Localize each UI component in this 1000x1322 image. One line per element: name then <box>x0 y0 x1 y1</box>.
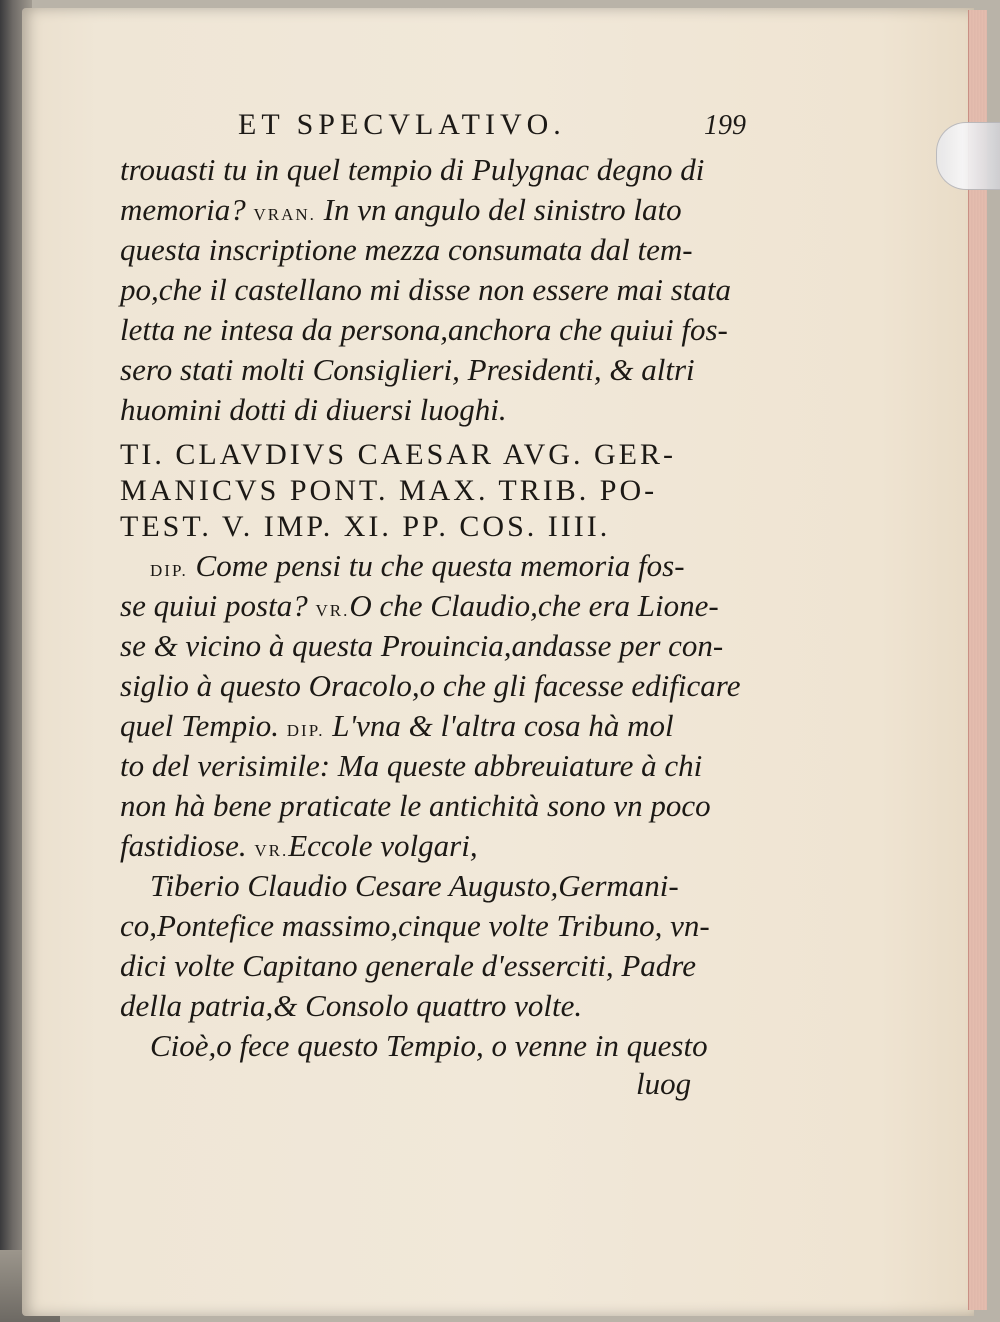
text-line <box>120 150 720 190</box>
bookmark-tab <box>936 122 1000 190</box>
line-text: fastidiose. <box>120 828 255 863</box>
text-line <box>120 706 720 751</box>
text-line <box>120 310 728 350</box>
text-line <box>120 350 720 390</box>
line-text: trouasti tu in quel tempio di Pulygnac degno di <box>120 152 705 187</box>
inscription-line: TEST. V. IMP. XI. PP. COS. IIII. <box>120 510 611 543</box>
line-text: In vn angulo del sinistro lato <box>315 192 682 227</box>
inscription-line: TI. CLAVDIVS CAESAR AVG. GER- <box>120 438 676 471</box>
line-text: sero stati molti Consiglieri, Presidenti, & altri <box>120 352 695 387</box>
text-line <box>150 546 750 591</box>
text-line <box>120 826 720 871</box>
line-text: Eccole volgari, <box>288 828 478 863</box>
text-line <box>120 190 720 235</box>
catchword: luog <box>636 1066 692 1101</box>
page-edges <box>968 10 987 1310</box>
text-line <box>120 586 720 631</box>
line-text: siglio à questo Oracolo,o che gli facesse edificare <box>120 668 741 703</box>
line-text: letta ne intesa da persona,anchora che quiui fos- <box>120 312 728 347</box>
text-line <box>120 666 741 706</box>
text-line <box>120 626 724 666</box>
line-text: non hà bene praticate le antichità sono vn poco <box>120 788 711 823</box>
translation-line: dici volte Capitano generale d'esserciti, Padre <box>120 948 696 983</box>
line-text: se & vicino à questa Prouincia,andasse per con- <box>120 628 724 663</box>
line-text: L'vna & l'altra cosa hà mol <box>324 708 674 743</box>
text-line <box>120 390 720 430</box>
line-text: po,che il castellano mi disse non essere mai stata <box>120 272 732 307</box>
line-text: quel Tempio. <box>120 708 287 743</box>
line-text: se quiui posta? <box>120 588 316 623</box>
line-text: huomini dotti di diuersi luoghi. <box>120 392 507 427</box>
line-text: O che Claudio,che era Lione- <box>349 588 719 623</box>
text-line <box>120 270 732 310</box>
speaker-label: VRAN. <box>253 205 316 224</box>
speaker-label: VR. <box>315 601 350 620</box>
text-line <box>120 746 720 786</box>
inscription-line: MANICVS PONT. MAX. TRIB. PO- <box>120 474 658 507</box>
translation-line: co,Pontefice massimo,cinque volte Tribuno, vn- <box>120 908 710 943</box>
text-line <box>120 786 720 826</box>
page-number: 199 <box>704 110 746 141</box>
line-text: memoria? <box>120 192 254 227</box>
line-text: to del verisimile: Ma queste abbreuiature à chi <box>120 748 703 783</box>
line-text: questa inscriptione mezza consumata dal tem- <box>120 232 693 267</box>
speaker-label: DIP. <box>150 561 188 580</box>
speaker-label: VR. <box>254 841 289 860</box>
running-head: ET SPECVLATIVO. <box>238 108 566 141</box>
speaker-label: DIP. <box>286 721 325 740</box>
text-line <box>120 230 720 270</box>
line-text: Come pensi tu che questa memoria fos- <box>187 548 685 583</box>
translation-line: Tiberio Claudio Cesare Augusto,Germani- <box>150 868 679 903</box>
closing-line: Cioè,o fece questo Tempio, o venne in questo <box>150 1028 708 1063</box>
translation-line: della patria,& Consolo quattro volte. <box>120 988 583 1023</box>
